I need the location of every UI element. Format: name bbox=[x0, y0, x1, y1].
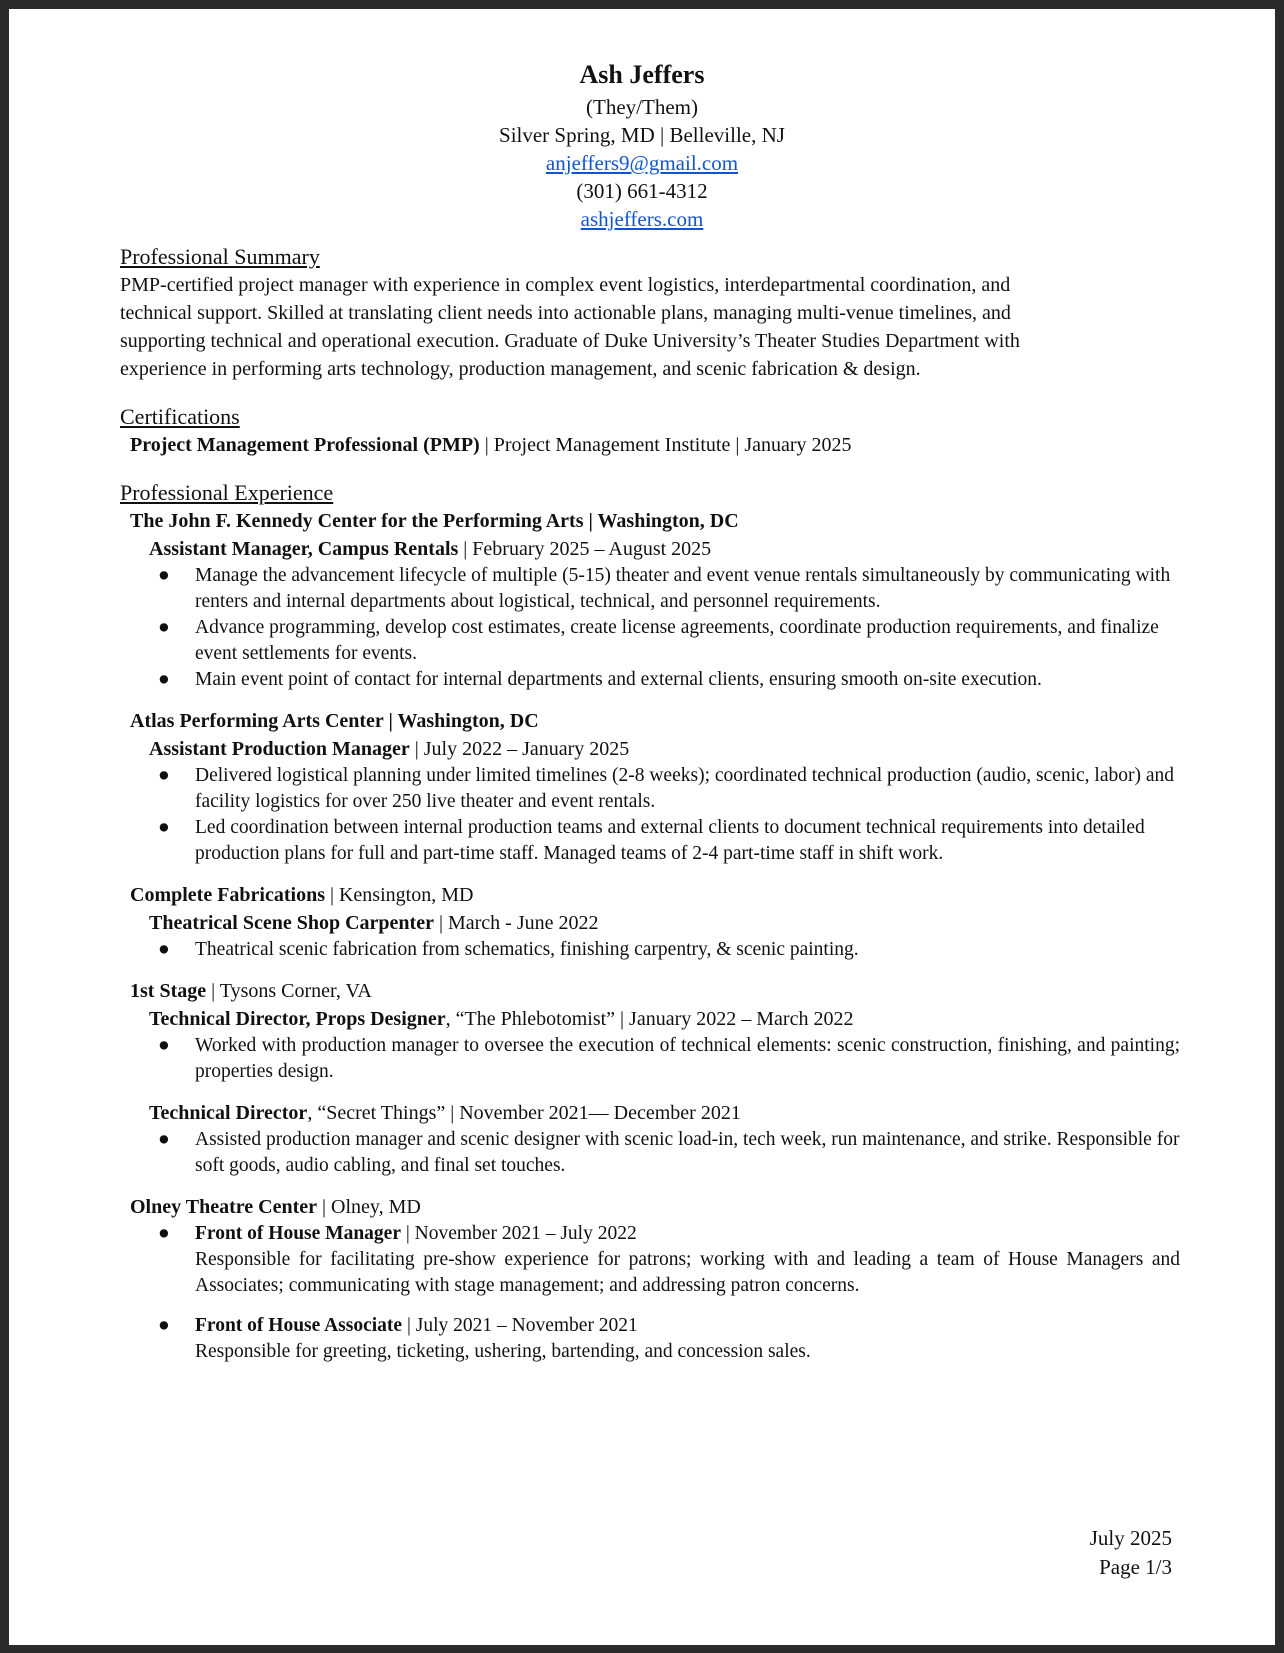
role-dates: | July 2021 – November 2021 bbox=[402, 1315, 638, 1336]
bullet-list bbox=[120, 1033, 1180, 1085]
role-dates: | November 2021 – July 2022 bbox=[401, 1223, 637, 1244]
resume-page bbox=[9, 9, 1275, 1645]
list-item bbox=[120, 1313, 1180, 1365]
bullet-list bbox=[120, 937, 1180, 963]
pronouns: (They/Them) bbox=[586, 95, 698, 119]
role-description: Responsible for greeting, ticketing, ushering, bartending, and concession sales. bbox=[195, 1341, 811, 1362]
resume-header bbox=[9, 57, 1275, 233]
role-entry bbox=[120, 1099, 1180, 1127]
bullet-list bbox=[120, 1127, 1180, 1179]
list-item: ● Assisted production manager and scenic designer with scenic load-in, tech week, run maintenance, and strike. Responsible for soft goods, audio cabling, and final set touches. bbox=[158, 1129, 1180, 1176]
bullet-icon: ● bbox=[158, 765, 170, 786]
employer-1st-stage: 1st Stage | Tysons Corner, VA bbox=[130, 980, 372, 1002]
summary-heading: Professional Summary bbox=[120, 244, 320, 269]
role-title: Technical Director bbox=[149, 1102, 308, 1124]
certification-detail: | Project Management Institute | January 2025 bbox=[479, 434, 852, 456]
role-dates: | February 2025 – August 2025 bbox=[458, 538, 712, 560]
role-title: Technical Director, Props Designer bbox=[149, 1008, 446, 1030]
footer-date: July 2025 bbox=[1089, 1526, 1172, 1550]
bullet-icon: ● bbox=[158, 1223, 170, 1244]
certification-name: Project Management Professional (PMP) bbox=[130, 434, 480, 456]
employer-complete-fabrications: Complete Fabrications | Kensington, MD bbox=[130, 884, 474, 906]
summary-text: PMP-certified project manager with experience in complex event logistics, interdepartmental coordination, and technical support. Skilled at translating client needs into actionable plans, managing multi-venue timelines, and supporting technical and operational execution. Graduate of Duke University’s Theater Studies Department with experience in performing arts technology, production management, and scenic fabrication & design. bbox=[120, 274, 1020, 380]
role-entry bbox=[120, 735, 1180, 763]
bullet-icon: ● bbox=[158, 617, 170, 638]
bullet-icon: ● bbox=[158, 565, 170, 586]
website-link[interactable]: ashjeffers.com bbox=[580, 207, 704, 231]
list-item: ● Main event point of contact for internal departments and external clients, ensuring smooth on-site execution. bbox=[120, 667, 1180, 693]
email-link[interactable]: anjeffers9@gmail.com bbox=[545, 151, 739, 175]
bullet-icon: ● bbox=[158, 1315, 170, 1336]
role-title: Theatrical Scene Shop Carpenter bbox=[149, 912, 434, 934]
list-item: ● Advance programming, develop cost estimates, create license agreements, coordinate production requirements, and finalize event settlements for events. bbox=[158, 617, 1159, 664]
location: Silver Spring, MD | Belleville, NJ bbox=[499, 123, 785, 147]
role-entry bbox=[120, 535, 1180, 563]
employer-atlas: Atlas Performing Arts Center | Washington, DC bbox=[130, 710, 539, 732]
employer-kennedy-center: The John F. Kennedy Center for the Performing Arts | Washington, DC bbox=[130, 510, 739, 532]
bullet-icon: ● bbox=[158, 1129, 170, 1150]
resume-body bbox=[120, 243, 1180, 1365]
certifications-heading: Certifications bbox=[120, 404, 240, 429]
list-item: ● Led coordination between internal production teams and external clients to document technical requirements into detailed production plans for full and part-time staff. Managed teams of 2-4 part-time staff in shift work. bbox=[158, 817, 1145, 864]
page-number: Page 1/3 bbox=[1099, 1555, 1172, 1579]
role-entry bbox=[120, 1005, 1180, 1033]
role-dates: , “The Phlebotomist” | January 2022 – March 2022 bbox=[445, 1008, 854, 1030]
list-item: ● Theatrical scenic fabrication from schematics, finishing carpentry, & scenic painting. bbox=[120, 937, 1180, 963]
role-title: Front of House Associate bbox=[195, 1315, 403, 1336]
list-item: ● Worked with production manager to oversee the execution of technical elements: scenic construction, finishing, and painting; properties design. bbox=[158, 1035, 1180, 1082]
bullet-icon: ● bbox=[158, 1035, 170, 1056]
page-footer bbox=[1090, 1524, 1172, 1582]
bullet-list bbox=[120, 1221, 1180, 1299]
role-description: Responsible for facilitating pre-show experience for patrons; working with and leading a team of House Managers and Associates; communicating with stage management; and addressing patron concerns. bbox=[195, 1249, 1180, 1296]
list-item: ● Manage the advancement lifecycle of multiple (5-15) theater and event venue rentals simultaneously by communicating with renters and internal departments about logistical, technical, and personnel requirements. bbox=[158, 565, 1171, 612]
list-item: ● Delivered logistical planning under limited timelines (2-8 weeks); coordinated technical production (audio, scenic, labor) and facility logistics for over 250 live theater and event rentals. bbox=[158, 765, 1175, 812]
role-title: Assistant Manager, Campus Rentals bbox=[149, 538, 459, 560]
role-dates: | July 2022 – January 2025 bbox=[409, 738, 630, 760]
candidate-name: Ash Jeffers bbox=[579, 60, 705, 89]
employer-olney: Olney Theatre Center | Olney, MD bbox=[130, 1196, 421, 1218]
bullet-icon: ● bbox=[158, 939, 170, 960]
bullet-list bbox=[120, 563, 1180, 693]
role-entry bbox=[120, 909, 1180, 937]
role-title: Assistant Production Manager bbox=[149, 738, 410, 760]
bullet-icon: ● bbox=[158, 817, 170, 838]
phone: (301) 661-4312 bbox=[576, 179, 708, 203]
certification-entry bbox=[120, 431, 1180, 459]
bullet-list bbox=[120, 1313, 1180, 1365]
list-item bbox=[120, 1221, 1180, 1299]
role-dates: | March - June 2022 bbox=[433, 912, 599, 934]
experience-heading: Professional Experience bbox=[120, 480, 334, 505]
bullet-list bbox=[120, 763, 1180, 867]
role-title: Front of House Manager bbox=[195, 1223, 401, 1244]
bullet-icon: ● bbox=[158, 669, 170, 690]
role-dates: , “Secret Things” | November 2021— December 2021 bbox=[307, 1102, 741, 1124]
